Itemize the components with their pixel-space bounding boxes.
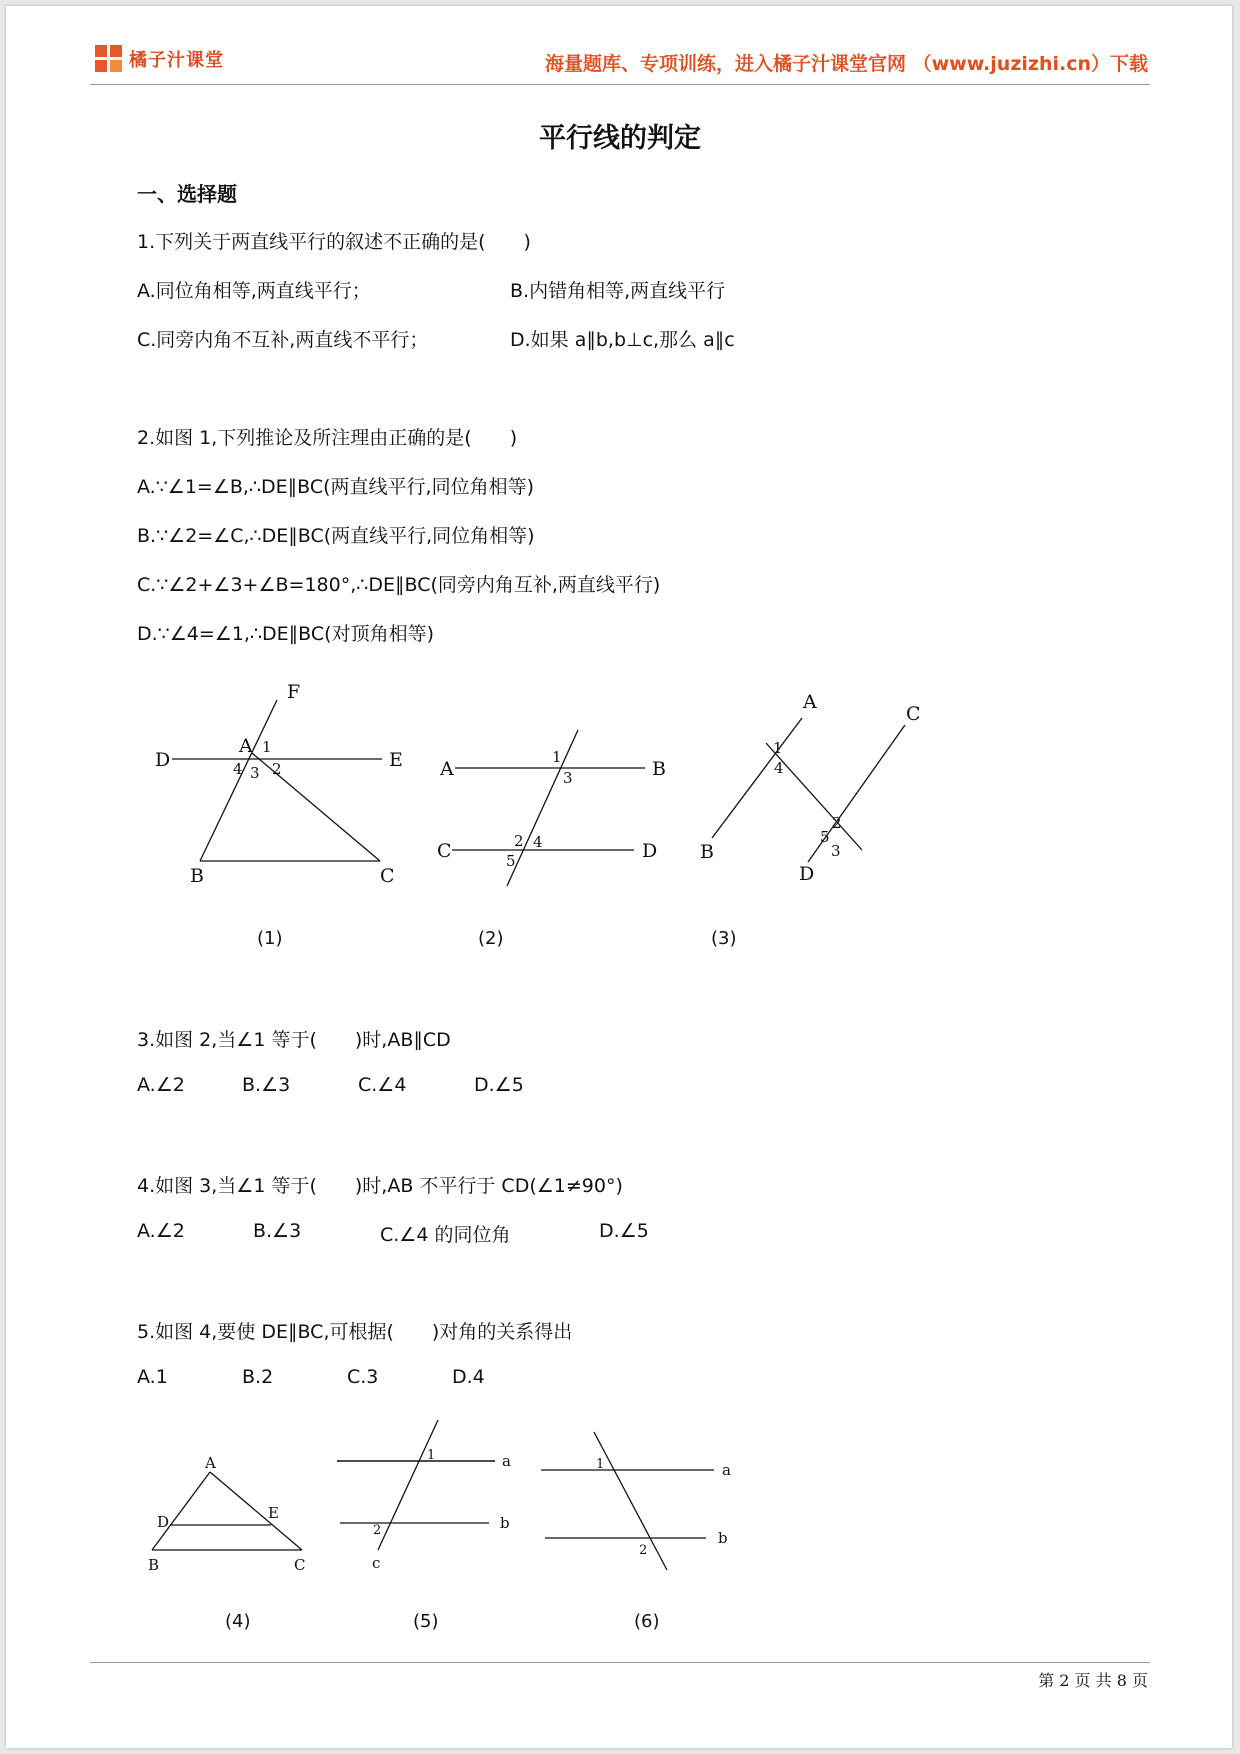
question-5-option-a: A.1: [137, 1366, 168, 1388]
figure-3-caption: (3): [711, 928, 737, 949]
fig3-label-c: C: [906, 703, 921, 725]
fig1-angle-4: 4: [233, 760, 243, 778]
question-5-option-d: D.4: [452, 1366, 485, 1388]
fig4-label-d: D: [157, 1513, 170, 1531]
question-2-option-d: D.∵∠4=∠1,∴DE∥BC(对顶角相等): [137, 623, 434, 645]
question-3-option-d: D.∠5: [474, 1074, 524, 1096]
figure-4: [148, 1454, 305, 1574]
figure-1: [155, 681, 403, 887]
fig4-label-a: A: [205, 1454, 216, 1472]
logo: [95, 45, 224, 73]
fig2-angle-5: 5: [506, 852, 516, 870]
figure-2: [437, 730, 666, 886]
fig2-label-d: D: [642, 840, 658, 862]
section-heading: 一、选择题: [137, 182, 237, 206]
question-4-option-a: A.∠2: [137, 1220, 185, 1242]
question-5-option-b: B.2: [242, 1366, 274, 1388]
question-4-option-b: B.∠3: [253, 1220, 302, 1242]
question-3-stem: 3.如图 2,当∠1 等于( )时,AB∥CD: [137, 1029, 451, 1051]
figure-6: [541, 1432, 731, 1570]
figures-row-1: [0, 670, 1240, 910]
figure-5: [337, 1420, 511, 1572]
figure-3: [700, 691, 921, 885]
logo-text: 橘子汁课堂: [129, 50, 224, 71]
question-1-option-c: C.同旁内角不互补,两直线不平行；: [137, 329, 429, 351]
fig6-label-b: b: [718, 1529, 728, 1547]
fig2-label-a: A: [440, 758, 454, 780]
fig3-label-d: D: [799, 863, 815, 885]
fig1-label-a: A: [239, 735, 253, 757]
fig3-angle-2: 2: [832, 814, 842, 832]
fig1-label-c: C: [380, 865, 395, 887]
question-1-option-b: B.内错角相等,两直线平行: [510, 280, 726, 302]
footer-divider: [90, 1662, 1150, 1663]
fig3-angle-3: 3: [831, 842, 841, 860]
question-1-option-d: D.如果 a∥b,b⊥c,那么 a∥c: [510, 329, 735, 351]
fig6-angle-1: 1: [596, 1457, 605, 1472]
fig5-label-b: b: [500, 1514, 510, 1532]
header-slogan: 海量题库、专项训练，进入橘子汁课堂官网 （www.juzizhi.cn）下载: [545, 53, 1148, 75]
question-2-option-a: A.∵∠1=∠B,∴DE∥BC(两直线平行,同位角相等): [137, 476, 534, 498]
fig3-angle-4: 4: [774, 759, 784, 777]
figure-4-caption: (4): [225, 1611, 251, 1632]
question-2-option-c: C.∵∠2+∠3+∠B=180°,∴DE∥BC(同旁内角互补,两直线平行): [137, 574, 661, 596]
question-3-option-c: C.∠4: [358, 1074, 407, 1096]
fig1-angle-1: 1: [262, 738, 272, 756]
question-4-stem: 4.如图 3,当∠1 等于( )时,AB 不平行于 CD(∠1≠90°): [137, 1175, 623, 1197]
fig1-label-f: F: [287, 681, 301, 703]
question-2-option-b: B.∵∠2=∠C,∴DE∥BC(两直线平行,同位角相等): [137, 525, 535, 547]
page-number: 第 2 页 共 8 页: [1038, 1671, 1148, 1690]
fig5-angle-1: 1: [427, 1448, 436, 1463]
fig2-label-b: B: [652, 758, 666, 780]
fig3-label-b: B: [700, 841, 714, 863]
figure-1-caption: (1): [257, 928, 283, 949]
fig2-label-c: C: [437, 840, 452, 862]
question-1-stem: 1.下列关于两直线平行的叙述不正确的是( ): [137, 231, 531, 253]
figure-5-caption: (5): [413, 1611, 439, 1632]
fig1-label-b: B: [190, 865, 204, 887]
question-5-stem: 5.如图 4,要使 DE∥BC,可根据( )对角的关系得出: [137, 1321, 573, 1343]
fig1-angle-3: 3: [250, 764, 260, 782]
logo-icon: [95, 45, 123, 73]
fig2-angle-2: 2: [514, 832, 524, 850]
fig3-label-a: A: [803, 691, 817, 713]
question-3-option-a: A.∠2: [137, 1074, 185, 1096]
question-4-option-c: C.∠4 的同位角: [380, 1224, 511, 1246]
header-divider: [90, 84, 1150, 85]
fig6-label-a: a: [722, 1461, 731, 1479]
fig5-label-c: c: [372, 1554, 381, 1572]
question-3-option-b: B.∠3: [242, 1074, 291, 1096]
fig1-label-e: E: [389, 749, 403, 771]
fig1-angle-2: 2: [272, 760, 282, 778]
question-4-option-d: D.∠5: [599, 1220, 649, 1242]
fig1-label-d: D: [155, 749, 171, 771]
figure-2-caption: (2): [478, 928, 504, 949]
page-title: 平行线的判定: [539, 123, 701, 154]
question-5-option-c: C.3: [347, 1366, 379, 1388]
fig5-angle-2: 2: [373, 1523, 382, 1538]
fig2-angle-3: 3: [563, 769, 573, 787]
fig4-label-c: C: [294, 1556, 306, 1574]
fig2-angle-1: 1: [552, 748, 562, 766]
fig3-angle-5: 5: [820, 828, 830, 846]
fig3-angle-1: 1: [773, 739, 783, 757]
fig6-angle-2: 2: [639, 1543, 648, 1558]
figures-row-2: [0, 1410, 1240, 1590]
question-2-stem: 2.如图 1,下列推论及所注理由正确的是( ): [137, 427, 518, 449]
fig4-label-e: E: [268, 1504, 279, 1522]
fig4-label-b: B: [148, 1556, 160, 1574]
fig5-label-a: a: [502, 1452, 511, 1470]
figure-6-caption: (6): [634, 1611, 660, 1632]
question-1-option-a: A.同位角相等,两直线平行；: [137, 280, 371, 302]
fig2-angle-4: 4: [533, 833, 543, 851]
